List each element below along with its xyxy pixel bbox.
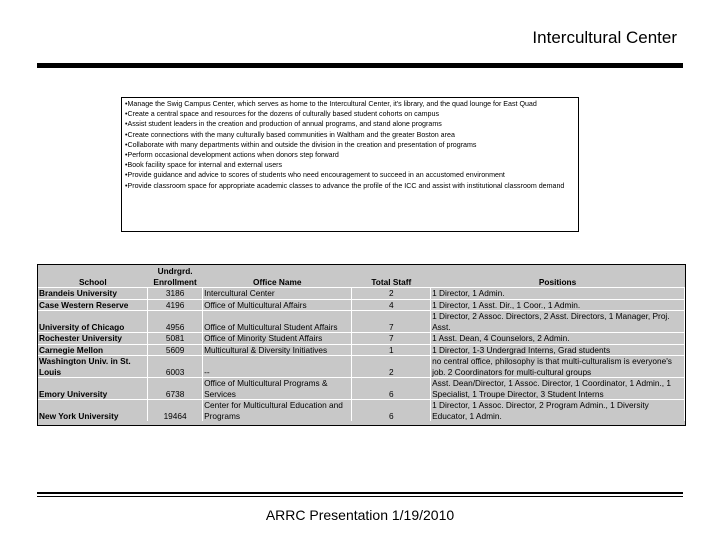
cell-office: Intercultural Center <box>203 288 352 300</box>
cell-positions: no central office, philosophy is that multi-culturalism is everyone's job. 2 Coordinators for multi-cultural groups <box>431 356 685 378</box>
cell-enrollment: 19464 <box>148 400 203 422</box>
cell-staff: 1 <box>352 344 431 356</box>
cell-enrollment: 5609 <box>148 344 203 356</box>
bullet-item: •Assist student leaders in the creation and production of annual programs, and stand alone programs <box>125 120 442 129</box>
cell-staff: 4 <box>352 299 431 311</box>
cell-staff: 6 <box>352 400 431 422</box>
cell-office: -- <box>203 356 352 378</box>
cell-office: Office of Minority Student Affairs <box>203 333 352 345</box>
bullets-box <box>121 97 579 232</box>
cell-positions: 1 Director, 1 Asst. Dir., 1 Coor., 1 Admin. <box>431 299 685 311</box>
footer-rule <box>37 492 683 494</box>
cell-enrollment: 5081 <box>148 333 203 345</box>
cell-enrollment: 4956 <box>148 311 203 333</box>
cell-school: Washington Univ. in St. Louis <box>38 356 148 378</box>
cell-positions: 1 Director, 1 Assoc. Director, 2 Program Admin., 1 Diversity Educator, 1 Admin. <box>431 400 685 422</box>
table-row <box>38 356 685 378</box>
cell-enrollment: 3186 <box>148 288 203 300</box>
footer-rule-thin <box>37 496 683 497</box>
cell-positions: 1 Asst. Dean, 4 Counselors, 2 Admin. <box>431 333 685 345</box>
cell-school: New York University <box>38 400 148 422</box>
header-enrollment: Undrgrd. Enrollment <box>153 266 197 287</box>
table-header-row <box>38 265 685 288</box>
cell-office: Center for Multicultural Education and Programs <box>203 400 352 422</box>
title-rule <box>37 63 683 68</box>
page-title: Intercultural Center <box>532 28 677 47</box>
cell-staff: 2 <box>352 356 431 378</box>
bullet-item: •Provide classroom space for appropriate academic classes to advance the profile of the ICC and assist with institutional classroom demand <box>125 181 565 190</box>
bullet-item: •Manage the Swig Campus Center, which serves as home to the Intercultural Center, it's library, and the quad lounge for East Quad <box>125 100 537 108</box>
cell-school: Carnegie Mellon <box>38 344 148 356</box>
table-row <box>38 344 685 356</box>
bullet-item: •Collaborate with many departments within and outside the division in the creation and presentation of programs <box>125 140 477 149</box>
footer-text: ARRC Presentation 1/19/2010 <box>265 507 455 523</box>
comparison-table <box>38 265 685 421</box>
table-row <box>38 299 685 311</box>
cell-positions: 1 Director, 1-3 Undergrad Interns, Grad students <box>431 344 685 356</box>
bullet-item: •Provide guidance and advice to scores of students who need encouragement to succeed in an accustomed environment <box>125 171 505 180</box>
cell-school: Emory University <box>38 378 148 400</box>
header-school: School <box>78 276 107 287</box>
cell-staff: 7 <box>352 333 431 345</box>
cell-enrollment: 6738 <box>148 378 203 400</box>
header-positions: Positions <box>538 276 577 287</box>
cell-staff: 2 <box>352 288 431 300</box>
header-office: Office Name <box>253 276 302 287</box>
cell-school: University of Chicago <box>38 311 148 333</box>
cell-positions: 1 Director, 1 Admin. <box>431 288 685 300</box>
cell-enrollment: 6003 <box>148 356 203 378</box>
table-row <box>38 333 685 345</box>
bullet-item: •Create a central space and resources for the dozens of culturally based student cohorts on campus <box>125 110 439 119</box>
cell-staff: 6 <box>352 378 431 400</box>
bullet-item: •Book facility space for internal and external users <box>125 161 283 170</box>
cell-office: Office of Multicultural Programs & Services <box>203 378 352 400</box>
cell-school: Rochester University <box>38 333 148 345</box>
bullet-item: •Perform occasional development actions when donors step forward <box>125 151 339 160</box>
cell-positions: 1 Director, 2 Assoc. Directors, 2 Asst. Directors, 1 Manager, Proj. Asst. <box>431 311 685 333</box>
comparison-table-box <box>37 264 686 426</box>
cell-staff: 7 <box>352 311 431 333</box>
table-row <box>38 400 685 422</box>
bullet-item: •Create connections with the many culturally based communities in Waltham and the greater Boston area <box>125 130 455 139</box>
cell-enrollment: 4196 <box>148 299 203 311</box>
table-row <box>38 288 685 300</box>
cell-office: Office of Multicultural Affairs <box>203 299 352 311</box>
header-staff: Total Staff <box>371 276 412 287</box>
table-row <box>38 311 685 333</box>
table-row <box>38 378 685 400</box>
cell-school: Case Western Reserve <box>38 299 148 311</box>
cell-school: Brandeis University <box>38 288 148 300</box>
cell-office: Office of Multicultural Student Affairs <box>203 311 352 333</box>
cell-office: Multicultural & Diversity Initiatives <box>203 344 352 356</box>
cell-positions: Asst. Dean/Director, 1 Assoc. Director, 1 Coordinator, 1 Admin., 1 Specialist, 1 Troupe Director, 3 Student Interns <box>431 378 685 400</box>
